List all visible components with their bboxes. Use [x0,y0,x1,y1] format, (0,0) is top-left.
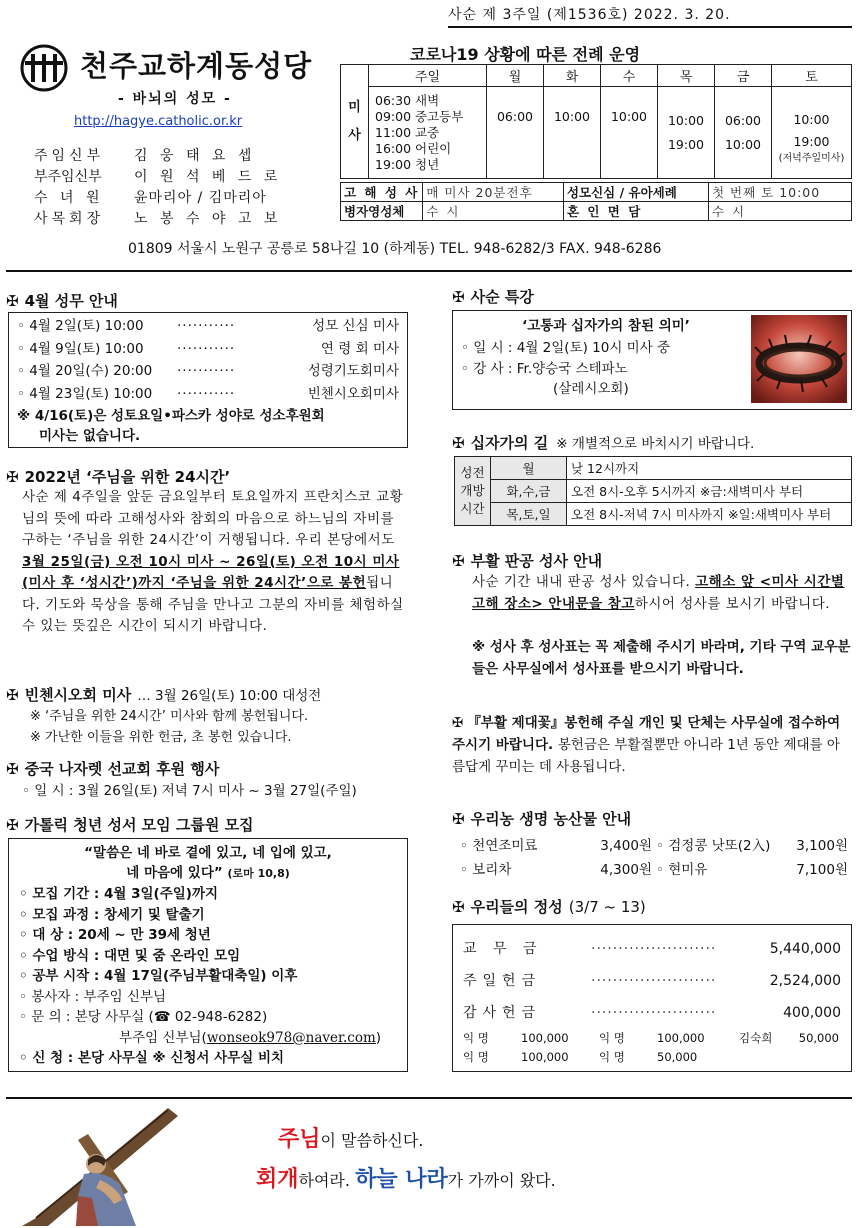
april-note: ※ 4/16(토)은 성토요일•파스카 성야로 성소후원회 [17,408,325,424]
day-header: 화 [544,65,601,87]
list-item: ◦ 공부 시작 : 4월 17일(주님부활대축일) 이후 [19,968,298,984]
cross-bullet-icon: ✠ [6,686,19,704]
day-header: 수 [601,65,658,87]
list-item: ◦ 수업 방식 : 대면 및 줌 온라인 모임 [19,947,241,964]
day-header: 목 [658,65,715,87]
list-item: 감사헌금 ······················· 400,000 [463,1005,841,1021]
staff-row: 수 녀 원 윤마리아 / 김마리아 [34,190,267,206]
monday-times: 06:00 [487,87,544,179]
email-link[interactable]: wonseok978@naver.com [206,1029,376,1046]
list-item: ◦ 천연조미료 3,400원 [460,838,652,854]
jesus-carrying-cross-icon [18,1100,198,1226]
issue-line: 사순 제 3주일 (제1536호) 2022. 3. 20. [448,7,731,23]
offering-box [452,924,852,1072]
nazareth-section-title: ✠ 중국 나자렛 선교회 후원 행사 [6,760,220,778]
farm-section-title: ✠ 우리농 생명 농산물 안내 [452,810,632,828]
list-item: ◦ 4월 20일(수) 20:00 ··········· 성령기도회미사 [17,363,399,379]
lecture-heading: ‘고통과 십자가의 참된 의미’ [522,318,690,334]
vincent-notes: ※ ‘주님을 위한 24시간’ 미사와 함께 봉헌됩니다. ※ 가난한 이들을 위한 헌금, 초 봉헌 있습니다. [30,709,309,745]
easter-flower-notice: ✠ 『부활 제대꽃』봉헌해 주실 개인 및 단체는 사무실에 접수하여 주시기 바랍니다. 봉헌금은 부활절뿐만 아니라 1년 동안 제대를 아름답게 꾸미는 데 사용됩니다. [452,715,841,775]
cross-bullet-icon: ✠ [6,760,19,778]
vincent-section-title: ✠ 빈첸시오회 미사 … 3월 26일(토) 10:00 대성전 [6,686,322,704]
staff-row: 주임신부 김 웅 태 요 셉 [34,148,256,164]
footer-divider [6,1097,852,1099]
confession-section-title: ✠ 부활 판공 성사 안내 [452,552,603,570]
day-header: 주일 [369,65,487,87]
april-schedule-box [8,312,408,448]
cross-bullet-icon: ✠ [452,898,465,916]
cross-bullet-icon: ✠ [452,434,465,452]
offering-section-title: ✠ 우리들의 정성 (3/7 ~ 13) [452,898,646,916]
saturday-times: 10:00 19:00 (저녁주일미사) [772,87,852,179]
address-line: 01809 서울시 노원구 공릉로 58나길 10 (하계동) TEL. 948-6282/3 FAX. 948-6286 [128,241,662,257]
tuesday-times: 10:00 [544,87,601,179]
cross-bullet-icon: ✠ [452,715,464,731]
h24-body: 사순 제 4주일을 앞둔 금요일부터 토요일까지 프란치스코 교황님의 뜻에 따라 고해성사와 참회의 마음으로 하느님의 자비를 구하는 ‘주님을 위한 24시간’이 거행됩니다. 우리 본당에서도 3월 25일(금) 오전 10시 미사 ~ 26일(토) 오전 10시 미사(미사 후 ‘성시간’)까지 ‘주님을 위한 24시간’으로 봉헌됩니다. 기도와 묵상을 통해 주님을 만나고 그분의 자비를 체험하실 수 있는 뜻깊은 시간이 되시기 바랍니다. [22,489,404,634]
mass-schedule-table [340,64,852,179]
church-open-hours-table: 성전 개방 시간 월 낮 12시까지 화,수,금 오전 8시-오후 5시까지 ※금:새벽미사 부터 목,토,일 오전 8시-저녁 7시 미사까지 ※일:새벽미사 부터 [454,456,852,526]
list-item: ◦ 4월 23일(토) 10:00 ··········· 빈첸시오회미사 [17,385,399,402]
issue-rule [448,26,852,28]
donor-row: 익 명 100,000 익 명 50,000 [463,1050,698,1064]
staff-row: 부주임신부 이 원 석 베 드 로 [34,169,282,185]
cross-bullet-icon: ✠ [452,288,465,306]
staff-row: 사목회장 노 봉 수 야 고 보 [34,211,282,227]
cross-bullet-icon: ✠ [6,816,19,834]
cross-bullet-icon: ✠ [6,468,19,486]
list-item: ◦ 봉사자 : 부주임 신부님 [19,988,167,1005]
parish-name: 천주교하계동성당 [80,49,313,83]
thursday-times: 10:00 19:00 [658,87,715,179]
cross-bullet-icon: ✠ [452,552,465,570]
list-item: ◦ 4월 2일(토) 10:00 ··········· 성모 신심 미사 [17,318,399,334]
footer-line-2: 회개하여라. 하늘 나라가 가까이 왔다. [256,1167,556,1192]
list-item: 주일헌금 ······················· 2,524,000 [463,973,841,989]
table-row: 목,토,일 [491,503,567,526]
day-header: 금 [715,65,772,87]
april-note-cont: 미사는 없습니다. [39,428,141,444]
youth-recruit-box [8,838,408,1072]
crown-of-thorns-icon [751,315,847,403]
lent-lecture-title: ✠ 사순 특강 [452,288,534,306]
day-header: 토 [772,65,852,87]
wednesday-times: 10:00 [601,87,658,179]
cross-bullet-icon: ✠ [452,810,465,828]
list-item: ◦ 신 청 : 본당 사무실 ※ 신청서 사무실 비치 [19,1050,285,1066]
list-item: ◦ 모집 기간 : 4월 3일(주일)까지 [19,886,219,902]
cross-bullet-icon: ✠ [6,292,19,310]
parish-url-link[interactable]: http://hagye.catholic.or.kr [74,114,243,129]
youth-section-title: ✠ 가톨릭 청년 성서 모임 그룹원 모집 [6,816,254,834]
parish-logo-icon [20,44,74,92]
h24-section-title: ✠ 2022년 ‘주님을 위한 24시간’ [6,468,231,486]
list-item: ◦ 보리차 4,300원 [460,862,652,878]
covid-liturgy-title: 코로나19 상황에 따른 전례 운영 [410,45,641,64]
staff-list [34,146,324,230]
list-item: ◦ 검정콩 낫또(2入) 3,100원 [656,838,848,854]
confession-note: ※ 성사 후 성사표는 꼭 제출해 주시기 바라며, 기타 구역 교우분들은 사무실에서 성사표를 받으시기 바랍니다. [472,639,851,677]
way-of-cross-title: ✠ 십자가의 길 ※ 개별적으로 바치시기 바랍니다. [452,434,755,452]
friday-times: 06:00 10:00 [715,87,772,179]
mass-label: 미 사 [341,65,369,179]
parish-patron: - 바뇌의 성모 - [118,91,232,107]
footer-line-1: 주님이 말씀하신다. [278,1127,424,1152]
header-divider [6,270,852,272]
list-item: ◦ 현미유 7,100원 [656,862,848,878]
day-header: 월 [487,65,544,87]
nazareth-date: ◦ 일 시 : 3월 26일(토) 저녁 7시 미사 ~ 3월 27일(주일) [22,783,357,799]
confession-body: 사순 기간 내내 판공 성사 있습니다. 고해소 앞 <미사 시간별 고해 장소> 안내문을 참고하시어 성사를 보시기 바랍니다. [472,574,845,612]
youth-quote: “말씀은 네 바로 곁에 있고, 네 입에 있고, 네 마음에 있다” (로마 10,8) [84,845,332,881]
table-row: 월 [491,457,567,480]
lent-lecture-box: ‘고통과 십자가의 참된 의미’ ◦ 일 시 : 4월 2일(토) 10시 미사 중 ◦ 강 사 : Fr.양승국 스테파노 (살레시오회) [452,310,852,410]
list-item: ◦ 대 상 : 20세 ~ 만 39세 청년 [19,927,211,943]
farm-product-list [460,834,852,882]
list-item: 부주임 신부님(wonseok978@naver.com) [119,1029,382,1046]
list-item: ◦ 4월 9일(토) 10:00 ··········· 연 령 회 미사 [17,340,399,357]
april-section-title: ✠ 4월 성무 안내 [6,292,118,310]
sacrament-schedule-table: 고 해 성 사 매 미사 20분전후 성모신심 / 유아세례 첫 번째 토 10:00 병자영성체 수 시 혼 인 면 담 수 시 [340,182,852,221]
sunday-times: 06:30 새벽 09:00 중고등부 11:00 교중 16:00 어린이 19:00 청년 [369,87,487,179]
open-hours-label: 성전 개방 시간 [455,457,491,526]
list-item: ◦ 문 의 : 본당 사무실 (☎ 02-948-6282) [19,1009,268,1025]
list-item: 교 무 금 ······················· 5,440,000 [463,941,841,957]
table-row: 화,수,금 [491,480,567,503]
donor-row: 익 명 100,000 익 명 100,000 김숙희 50,000 [463,1031,839,1045]
list-item: ◦ 모집 과정 : 창세기 및 탈출기 [19,906,205,923]
